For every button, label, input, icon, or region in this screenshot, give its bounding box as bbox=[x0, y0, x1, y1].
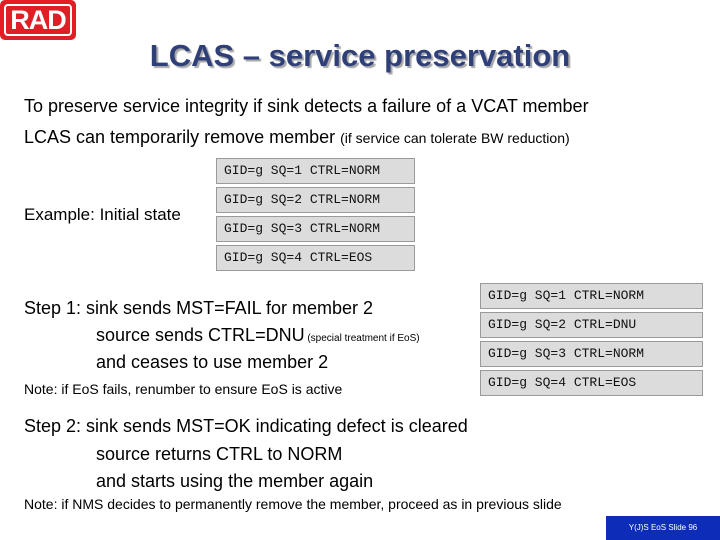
intro-line-2 bbox=[24, 127, 570, 148]
step2-note: Note: if NMS decides to permanently remove the member, proceed as in previous slide bbox=[24, 496, 562, 512]
step1-line-1: Step 1: sink sends MST=FAIL for member 2 bbox=[24, 298, 373, 318]
intro-line-2-main: LCAS can temporarily remove member bbox=[24, 127, 341, 147]
rad-logo bbox=[0, 0, 76, 40]
slide-title: LCAS – service preservation bbox=[149, 38, 571, 73]
logo-text: RAD bbox=[10, 5, 66, 35]
step2-line-3: and starts using the member again bbox=[96, 471, 374, 491]
step1-line-3: and ceases to use member 2 bbox=[96, 352, 329, 372]
slide-footer: Y(J)S EoS Slide 96 bbox=[606, 516, 720, 540]
initial-state-row: GID=g SQ=1 CTRL=NORM bbox=[216, 158, 415, 184]
step2-line-1: Step 2: sink sends MST=OK indicating defect is cleared bbox=[24, 416, 468, 436]
step1-state-row: GID=g SQ=4 CTRL=EOS bbox=[480, 370, 703, 396]
step1-line-2-main: source sends CTRL=DNU bbox=[96, 325, 305, 345]
step2-line-2: source returns CTRL to NORM bbox=[96, 444, 343, 464]
initial-state-row: GID=g SQ=4 CTRL=EOS bbox=[216, 245, 415, 271]
example-label: Example: Initial state bbox=[24, 205, 181, 224]
step1-state-row: GID=g SQ=3 CTRL=NORM bbox=[480, 341, 703, 367]
initial-state-row: GID=g SQ=3 CTRL=NORM bbox=[216, 216, 415, 242]
step1-line-2-note: (special treatment if EoS) bbox=[304, 333, 420, 344]
step1-state-row: GID=g SQ=1 CTRL=NORM bbox=[480, 283, 703, 309]
intro-line-1: To preserve service integrity if sink detects a failure of a VCAT member bbox=[24, 96, 589, 116]
initial-state-row: GID=g SQ=2 CTRL=NORM bbox=[216, 187, 415, 213]
intro-line-2-paren: (if service can tolerate BW reduction) bbox=[340, 130, 570, 146]
step1-note: Note: if EoS fails, renumber to ensure EoS is active bbox=[24, 381, 343, 397]
step1-state-row: GID=g SQ=2 CTRL=DNU bbox=[480, 312, 703, 338]
step1-line-2 bbox=[96, 325, 420, 346]
